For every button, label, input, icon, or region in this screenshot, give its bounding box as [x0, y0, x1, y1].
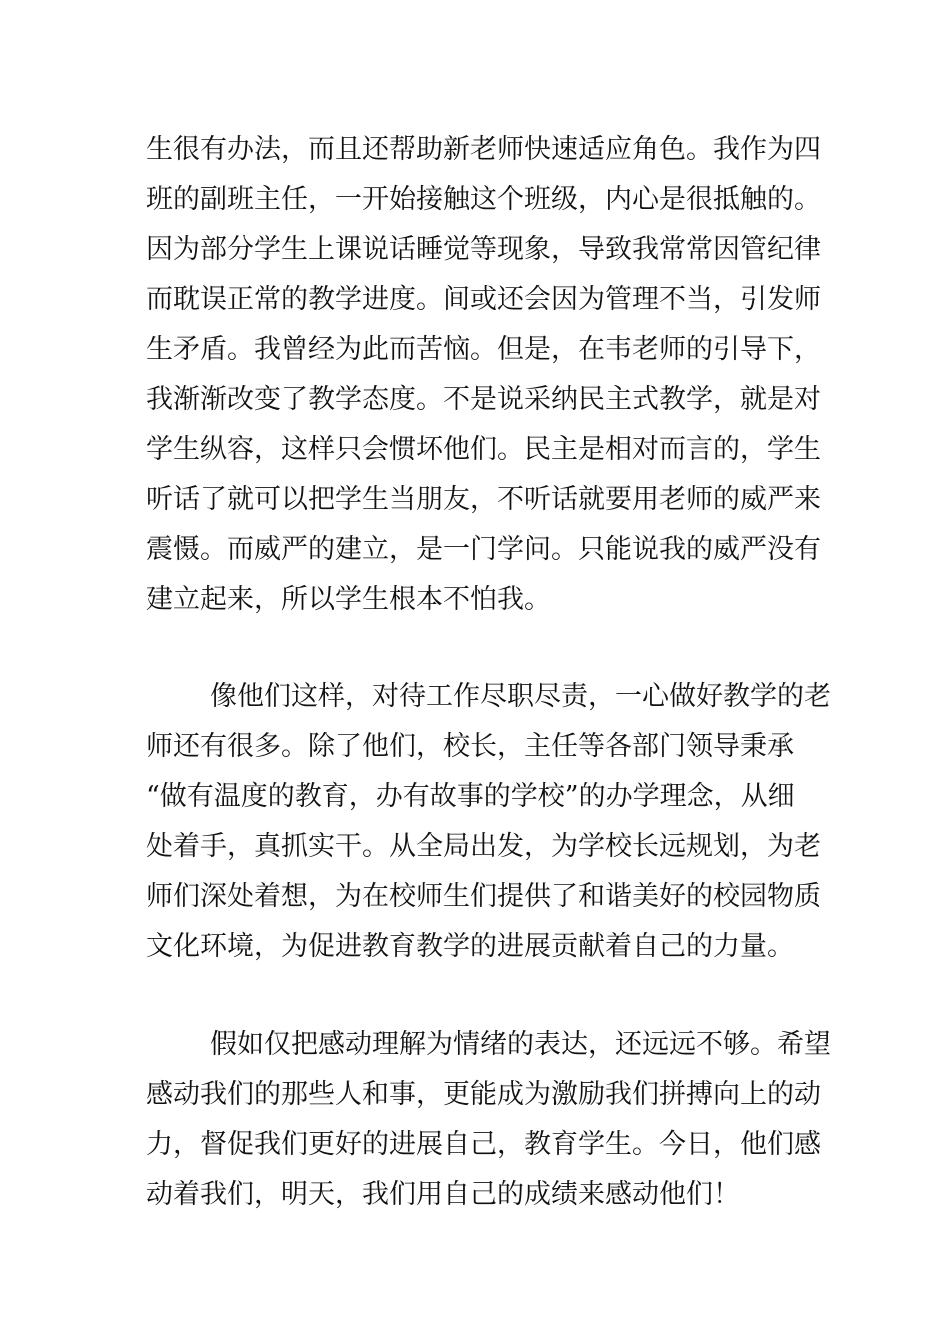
paragraph-3-line-3: 力，督促我们更好的进展自己，教育学生。今日，他们感 [146, 1129, 821, 1160]
paragraph-1-line-4: 而耽误正常的教学进度。间或还会因为管理不当，引发师 [146, 284, 821, 315]
paragraph-2-line-6: 文化环境，为促进教育教学的进展贡献着自己的力量。 [146, 931, 794, 962]
paragraph-1-line-6: 我渐渐改变了教学态度。不是说采纳民主式教学，就是对 [146, 384, 821, 415]
paragraph-1-line-10: 建立起来，所以学生根本不怕我。 [146, 584, 551, 615]
paragraph-1-line-5: 生矛盾。我曾经为此而苦恼。但是，在韦老师的引导下， [146, 334, 821, 365]
paragraph-1-line-8: 听话了就可以把学生当朋友，不听话就要用老师的威严来 [146, 484, 821, 515]
paragraph-2-line-4: 处着手，真抓实干。从全局出发，为学校长远规划，为老 [146, 831, 821, 862]
paragraph-1-line-1: 生很有办法，而且还帮助新老师快速适应角色。我作为四 [146, 134, 821, 165]
paragraph-3-line-4: 动着我们，明天，我们用自己的成绩来感动他们！ [146, 1179, 740, 1210]
paragraph-2-line-1: 像他们这样，对待工作尽职尽责，一心做好教学的老 [210, 681, 831, 712]
paragraph-3-line-2: 感动我们的那些人和事，更能成为激励我们拼搏向上的动 [146, 1079, 821, 1110]
paragraph-1-line-7: 学生纵容，这样只会惯坏他们。民主是相对而言的，学生 [146, 434, 821, 465]
paragraph-3-line-1: 假如仅把感动理解为情绪的表达，还远远不够。希望 [210, 1029, 831, 1060]
paragraph-2-line-2: 师还有很多。除了他们，校长，主任等各部门领导秉承 [146, 731, 794, 762]
paragraph-1-line-9: 震慑。而威严的建立，是一门学问。只能说我的威严没有 [146, 534, 821, 565]
paragraph-1-line-3: 因为部分学生上课说话睡觉等现象，导致我常常因管纪律 [146, 234, 821, 265]
paragraph-2-line-5: 师们深处着想，为在校师生们提供了和谐美好的校园物质 [146, 881, 821, 912]
paragraph-2-line-3: “做有温度的教育，办有故事的学校”的办学理念，从细 [146, 781, 795, 812]
paragraph-1-line-2: 班的副班主任，一开始接触这个班级，内心是很抵触的。 [146, 184, 821, 215]
